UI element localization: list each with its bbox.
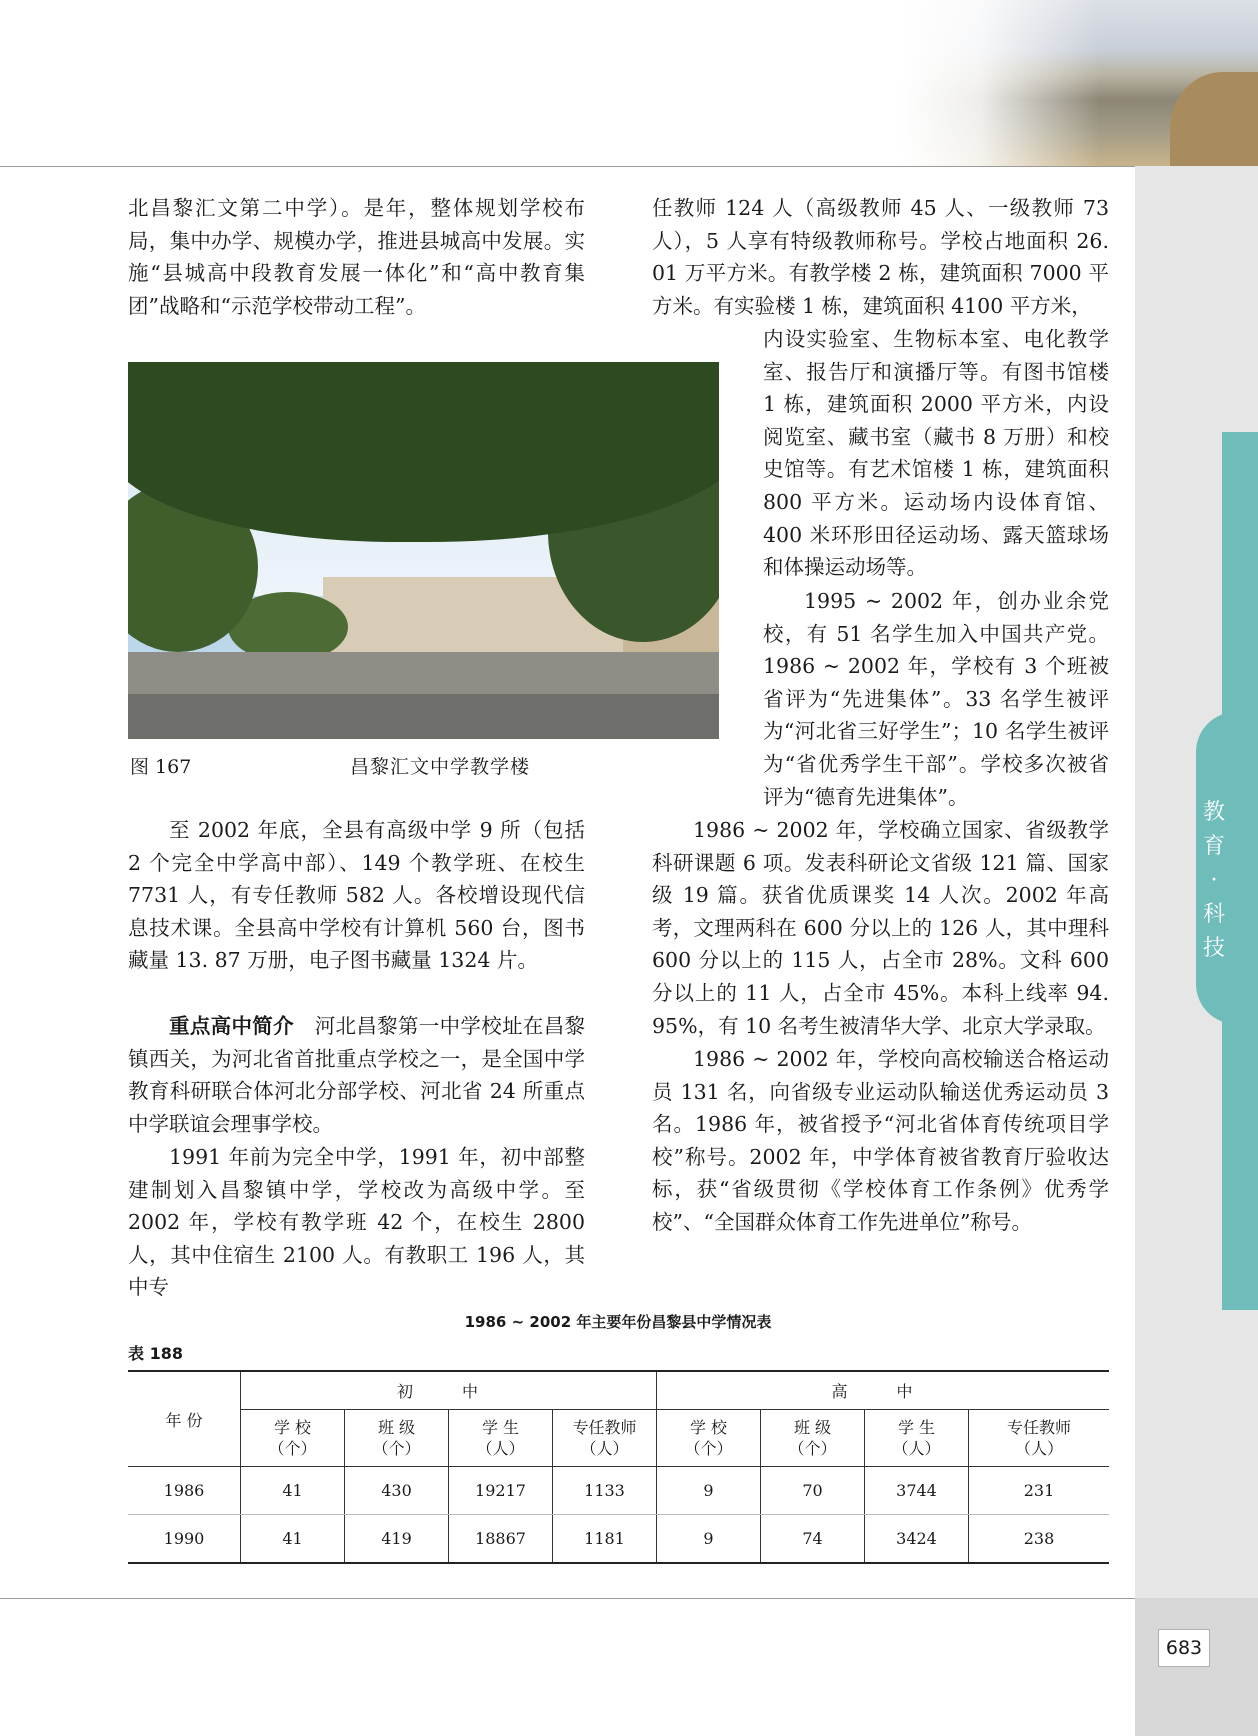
- section-heading: 重点高中简介: [169, 1014, 294, 1038]
- table-label: 表 188: [128, 1344, 183, 1363]
- left-paragraph-4: [128, 1141, 585, 1304]
- page-corner-band: [1135, 1598, 1258, 1736]
- table-title: 1986 ~ 2002 年主要年份昌黎县中学情况表: [464, 1313, 772, 1331]
- col-header: 学 生 （人）: [449, 1410, 553, 1467]
- table-cell: 9: [657, 1467, 761, 1515]
- left-paragraph-2: [128, 814, 585, 977]
- table-cell: 1181: [553, 1515, 657, 1564]
- table-cell: 1986: [128, 1467, 241, 1515]
- figure-caption: 昌黎汇文中学教学楼: [350, 756, 531, 778]
- table-cell: 3424: [865, 1515, 969, 1564]
- left-paragraph-2-text: 至 2002 年底，全县有高级中学 9 所（包括 2 个完全中学高中部）、149 个教学班、在校生 7731 人，有专任教师 582 人。各校增设现代信息技术课。全县高中学校有计算机 560 台，图书藏量 13. 87 万册，电子图书藏量 1324 片。: [128, 818, 585, 973]
- col-header: 学 校 （个）: [657, 1410, 761, 1467]
- year-header: 年 份: [128, 1371, 241, 1467]
- table-cell: 9: [657, 1515, 761, 1564]
- top-rule: [0, 166, 1135, 167]
- table-cell: 231: [969, 1467, 1110, 1515]
- table-cell: 41: [241, 1467, 345, 1515]
- left-paragraph-1-text: 北昌黎汇文第二中学）。是年，整体规划学校布局，集中办学、规模办学，推进县城高中发展。实施“县城高中段教育发展一体化”和“高中教育集团”战略和“示范学校带动工程”。: [128, 196, 585, 318]
- left-paragraph-4-text: 1991 年前为完全中学，1991 年，初中部整建制划入昌黎镇中学，学校改为高级中学。至 2002 年，学校有教学班 42 个，在校生 2800 人，其中住宿生 2100 人。有教职工 196 人，其中专: [128, 1145, 585, 1300]
- left-paragraph-3-text: 河北昌黎第一中学校址在昌黎镇西关，为河北省首批重点学校之一，是全国中学教育科研联合体河北分部学校、河北省 24 所重点中学联谊会理事学校。: [128, 1014, 586, 1136]
- table-cell: 430: [345, 1467, 449, 1515]
- table-cell: 1133: [553, 1467, 657, 1515]
- table-row: [128, 1515, 1109, 1564]
- group-header-junior: 初 中: [241, 1371, 657, 1410]
- right-paragraph-4: [652, 1043, 1109, 1239]
- col-header: 班 级 （个）: [345, 1410, 449, 1467]
- col-header: 班 级 （个）: [761, 1410, 865, 1467]
- right-paragraph-2-text: 1995 ~ 2002 年，创办业余党校，有 51 名学生加入中国共产党。1986 ~ 2002 年，学校有 3 个班被省评为“先进集体”。33 名学生被评为“河北省三好学生”；10 名学生被评为“省优秀学生干部”。学校多次被省评为“德育先进集体”。: [763, 589, 1109, 809]
- table-cell: 41: [241, 1515, 345, 1564]
- section-side-tab-label: 教育·科技: [1202, 800, 1225, 961]
- table-cell: 19217: [449, 1467, 553, 1515]
- col-header: 专任教师 （人）: [969, 1410, 1110, 1467]
- table-cell: 18867: [449, 1515, 553, 1564]
- right-paragraph-2: [763, 585, 1109, 813]
- table-cell: 419: [345, 1515, 449, 1564]
- right-paragraph-1a-text: 任教师 124 人（高级教师 45 人、一级教师 73 人），5 人享有特级教师称号。学校占地面积 26. 01 万平方米。有教学楼 2 栋，建筑面积 7000 平方米。有实验楼 1 栋，建筑面积 4100 平方米，: [652, 196, 1109, 318]
- col-header: 学 校 （个）: [241, 1410, 345, 1467]
- figure-number: 图 167: [130, 756, 192, 778]
- left-paragraph-1: [128, 192, 585, 322]
- right-paragraph-1b: [763, 323, 1109, 584]
- left-paragraph-3: [128, 1010, 585, 1140]
- bottom-rule: [0, 1598, 1135, 1599]
- col-header: 学 生 （人）: [865, 1410, 969, 1467]
- right-paragraph-3: [652, 814, 1109, 1042]
- col-header: 专任教师 （人）: [553, 1410, 657, 1467]
- page-number: 683: [1158, 1629, 1210, 1667]
- right-paragraph-3-text: 1986 ~ 2002 年，学校确立国家、省级教学科研课题 6 项。发表科研论文省级 121 篇、国家级 19 篇。获省优质课奖 14 人次。2002 年高考，文理两科在 600 分以上的 126 人，其中理科 600 分以上的 115 人，占全市 28%。文科 600 分以上的 11 人，占全市 45%。本科上线率 94. 95%，有 10 名考生被清华大学、北京大学录取。: [652, 818, 1109, 1038]
- table-cell: 70: [761, 1467, 865, 1515]
- table-cell: 1990: [163, 1529, 205, 1548]
- table-cell: 238: [969, 1515, 1110, 1564]
- table-cell: 74: [761, 1515, 865, 1564]
- group-header-senior: 高 中: [657, 1371, 1110, 1410]
- right-paragraph-1a: [652, 192, 1109, 322]
- right-paragraph-1b-text: 内设实验室、生物标本室、电化教学室、报告厅和演播厅等。有图书馆楼 1 栋，建筑面积 2000 平方米，内设阅览室、藏书室（藏书 8 万册）和校史馆等。有艺术馆楼 1 栋，建筑面积 800 平方米。运动场内设体育馆、400 米环形田径运动场、露天篮球场和体操运动场等。: [763, 327, 1109, 580]
- header-image-fade: [900, 0, 1100, 166]
- school-statistics-table: [128, 1370, 1109, 1564]
- table-row: [128, 1467, 1109, 1515]
- school-building-photo: [128, 362, 719, 739]
- right-paragraph-4-text: 1986 ~ 2002 年，学校向高校输送合格运动员 131 名，向省级专业运动队输送优秀运动员 3 名。1986 年，被省授予“河北省体育传统项目学校”称号。2002 年，中学体育被省教育厅验收达标，获“省级贯彻《学校体育工作条例》优秀学校”、“全国群众体育工作先进单位”称号。: [652, 1047, 1109, 1234]
- table-cell: 3744: [865, 1467, 969, 1515]
